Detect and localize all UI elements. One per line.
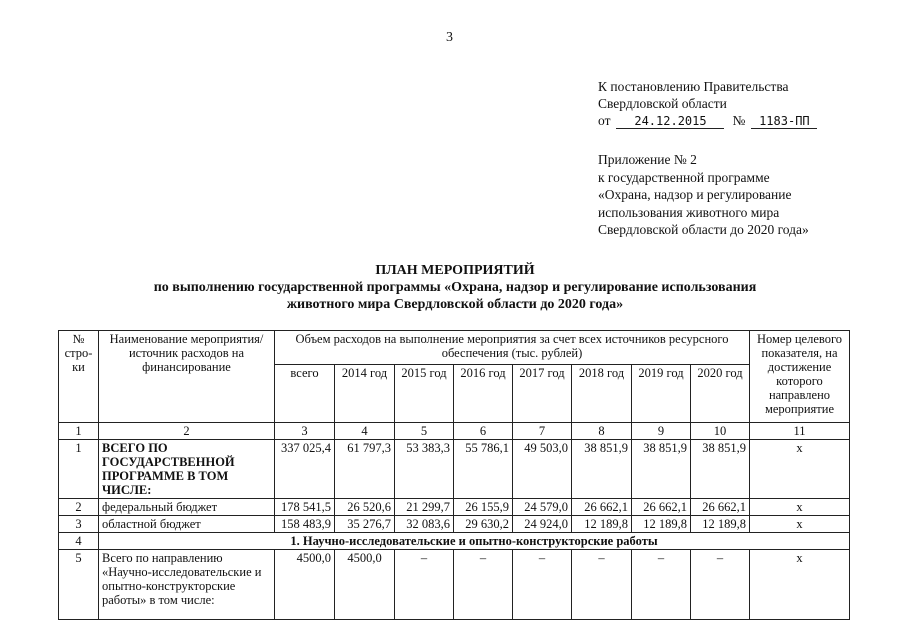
decree-from-label: от [598,113,611,128]
header-year-2019: 2019 год [632,365,691,423]
header-year-2017: 2017 год [513,365,572,423]
value-2018: 12 189,8 [572,516,632,533]
row-number: 5 [59,550,99,620]
value-2016: 55 786,1 [454,440,513,499]
value-2016: 29 630,2 [454,516,513,533]
value-total: 158 483,9 [275,516,335,533]
value-total: 337 025,4 [275,440,335,499]
value-2020: 38 851,9 [691,440,750,499]
column-number: 9 [632,423,691,440]
value-2019: – [632,550,691,620]
row-number: 1 [59,440,99,499]
value-2014: 26 520,6 [335,499,395,516]
plan-table [58,330,850,620]
column-number: 5 [395,423,454,440]
column-number: 4 [335,423,395,440]
appendix-line-5: Свердловской области до 2020 года» [598,222,809,237]
table-row-federal [59,499,850,516]
row-indicator: х [750,440,850,499]
decree-date-line [598,112,817,129]
value-2015: 32 083,6 [395,516,454,533]
header-year-2018: 2018 год [572,365,632,423]
value-2019: 38 851,9 [632,440,691,499]
row-indicator: х [750,516,850,533]
table-row-regional [59,516,850,533]
row-number: 2 [59,499,99,516]
column-numbers-row [59,423,850,440]
value-2018: 38 851,9 [572,440,632,499]
value-2020: 26 662,1 [691,499,750,516]
header-year-total: всего [275,365,335,423]
decree-number: 1183-ПП [751,114,817,129]
appendix-line-2: к государственной программе [598,169,770,185]
row-name: Всего по направлению «Научно-исследовательские и опытно-конструкторские работы» в том числе: [99,550,275,620]
value-2016: 26 155,9 [454,499,513,516]
row-name: областной бюджет [99,516,275,533]
plan-title-line-2: по выполнению государственной программы «Охрана, надзор и регулирование использования [153,280,757,295]
value-2019: 12 189,8 [632,516,691,533]
header-activity-name: Наименование мероприятия/ источник расходов на финансирование [99,331,275,423]
row-name: федеральный бюджет [99,499,275,516]
value-2014: 35 276,7 [335,516,395,533]
header-year-2016: 2016 год [454,365,513,423]
value-2015: – [395,550,454,620]
header-expenses: Объем расходов на выполнение мероприятия за счет всех источников ресурсного обеспечения (тыс. рублей) [275,331,750,365]
row-indicator: х [750,550,850,620]
header-row-number: № стро-ки [59,331,99,423]
value-2017: 49 503,0 [513,440,572,499]
row-indicator: х [750,499,850,516]
plan-title-line-3: животного мира Свердловской области до 2020 года» [286,297,624,312]
plan-title [100,262,810,313]
value-2018: 26 662,1 [572,499,632,516]
value-total: 178 541,5 [275,499,335,516]
column-number: 10 [691,423,750,440]
appendix-line-1: Приложение № 2 [598,152,697,167]
section-title: 1. Научно-исследовательские и опытно-конструкторские работы [99,533,850,550]
column-number: 7 [513,423,572,440]
value-2020: 12 189,8 [691,516,750,533]
header-year-2014: 2014 год [335,365,395,423]
row-name: ВСЕГО ПО ГОСУДАРСТВЕННОЙ ПРОГРАММЕ В ТОМ ЧИСЛЕ: [99,440,275,499]
value-total: 4500,0 [275,550,335,620]
value-2017: 24 579,0 [513,499,572,516]
decree-number-label: № [732,113,746,128]
value-2014: 4500,0 [335,550,395,620]
column-number: 11 [750,423,850,440]
row-number: 4 [59,533,99,550]
appendix-line-4: использования животного мира [598,204,780,220]
column-number: 2 [99,423,275,440]
value-2019: 26 662,1 [632,499,691,516]
plan-title-line-1: ПЛАН МЕРОПРИЯТИЙ [375,263,535,278]
header-year-2015: 2015 год [395,365,454,423]
column-number: 3 [275,423,335,440]
decree-reference [598,78,817,129]
value-2017: 24 924,0 [513,516,572,533]
decree-date: 24.12.2015 [616,114,724,129]
value-2015: 21 299,7 [395,499,454,516]
value-2014: 61 797,3 [335,440,395,499]
decree-line-1: К постановлению Правительства [598,79,789,94]
table-row-research-total [59,550,850,620]
column-number: 1 [59,423,99,440]
appendix-reference [598,151,809,239]
row-number: 3 [59,516,99,533]
decree-line-2: Свердловской области [598,96,727,111]
value-2018: – [572,550,632,620]
page-number: 3 [446,30,453,45]
header-target-indicator: Номер целевого показателя, на достижение которого направлено мероприятие [750,331,850,423]
column-number: 6 [454,423,513,440]
value-2015: 53 383,3 [395,440,454,499]
appendix-line-3: «Охрана, надзор и регулирование [598,187,792,202]
header-year-2020: 2020 год [691,365,750,423]
value-2016: – [454,550,513,620]
value-2020: – [691,550,750,620]
column-number: 8 [572,423,632,440]
table-row-total [59,440,850,499]
table-row-section [59,533,850,550]
value-2017: – [513,550,572,620]
